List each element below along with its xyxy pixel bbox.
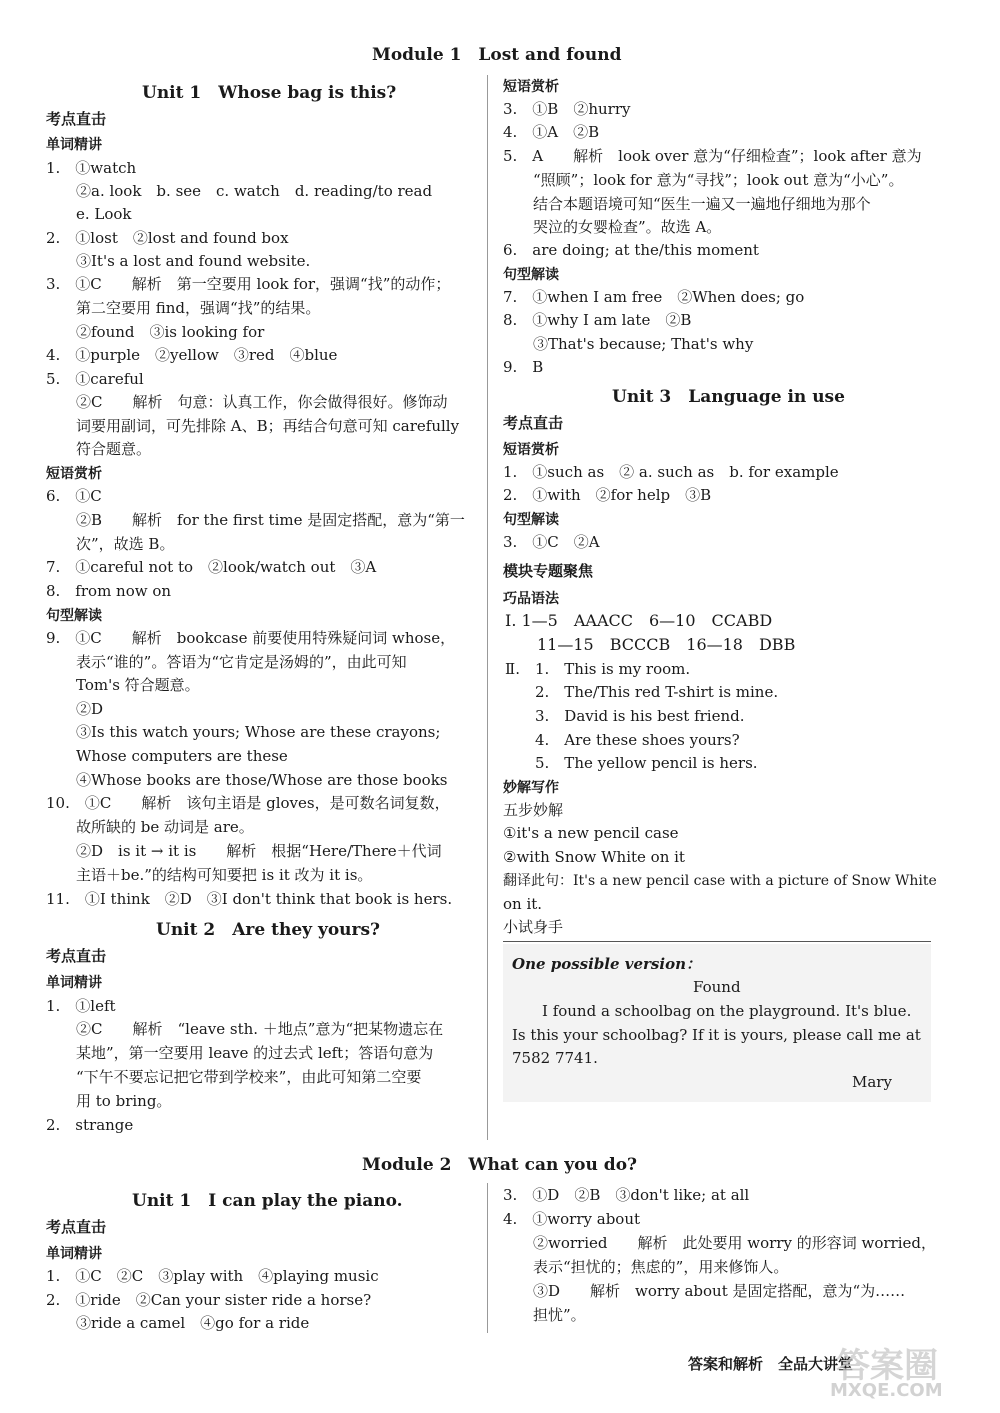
- answer-line: 3. ①C 解析 第一空要用 look for，强调“找”的动作；: [46, 275, 451, 293]
- section-miaojie: 妙解写作: [503, 780, 559, 796]
- section-wubu: 五步妙解: [503, 801, 564, 819]
- sample-line: Is this your schoolbag? If it is yours, please call me at: [512, 1026, 921, 1044]
- answer-line: ③That's because; That's why: [503, 335, 754, 353]
- section-juxing: 句型解读: [46, 608, 102, 624]
- column-divider: [487, 75, 488, 1140]
- grammar-line: 11—15 BCCCB 16—18 DBB: [505, 635, 796, 654]
- watermark-logo: 答案圈: [836, 1346, 938, 1386]
- sample-line: I found a schoolbag on the playground. It's blue.: [512, 1002, 912, 1020]
- grammar-line: 4. Are these shoes yours?: [505, 731, 740, 749]
- sample-line: 7582 7741.: [512, 1049, 598, 1067]
- unit3-title: Unit 3 Language in use: [612, 387, 845, 407]
- answer-line: 用 to bring。: [46, 1092, 172, 1110]
- section-kaodian: 考点直击: [46, 110, 107, 128]
- answer-line: ②a. look b. see c. watch d. reading/to read: [46, 182, 433, 200]
- answer-line: 词要用副词，可先排除 A、B；再结合句意可知 carefully: [46, 417, 460, 435]
- answer-line: 次”，故选 B。: [46, 535, 175, 553]
- unit2-title: Unit 2 Are they yours?: [156, 920, 381, 940]
- answer-line: Tom's 符合题意。: [46, 676, 200, 694]
- section-danci: 单词精讲: [46, 975, 102, 991]
- answer-line: 2. ①ride ②Can your sister ride a horse?: [46, 1291, 372, 1309]
- answer-line: 3. ①B ②hurry: [503, 100, 631, 118]
- answer-line: 5. A 解析 look over 意为“仔细检查”；look after 意为: [503, 147, 922, 165]
- answer-line: 1. ①C ②C ③play with ④playing music: [46, 1267, 379, 1285]
- answer-line: ④Whose books are those/Whose are those books: [46, 771, 448, 789]
- section-duanyu: 短语赏析: [503, 442, 559, 458]
- sample-divider: [503, 941, 931, 942]
- answer-line: 6. ①C: [46, 487, 102, 505]
- answer-line: 担忧”。: [503, 1306, 586, 1324]
- writing-line: on it.: [503, 895, 543, 913]
- unit1-title: Unit 1 Whose bag is this?: [142, 83, 397, 103]
- answer-line: ②found ③is looking for: [46, 323, 265, 341]
- answer-line: 8. ①why I am late ②B: [503, 311, 692, 329]
- answer-line: 6. are doing; at the/this moment: [503, 241, 759, 259]
- answer-line: ③D 解析 worry about 是固定搭配，意为“为……: [503, 1282, 906, 1300]
- answer-line: 2. ①with ②for help ③B: [503, 486, 712, 504]
- sample-signature: Mary: [852, 1073, 892, 1091]
- answer-line: ②D: [46, 700, 104, 718]
- section-duanyu: 短语赏析: [46, 466, 102, 482]
- answer-line: 表示“谁的”。答语为“它肯定是汤姆的”，由此可知: [46, 653, 407, 671]
- grammar-line: 5. The yellow pencil is hers.: [505, 754, 758, 772]
- section-xiaoshi: 小试身手: [503, 918, 564, 936]
- answer-line: 表示“担忧的；焦虑的”，用来修饰人。: [503, 1258, 789, 1276]
- answer-line: 2. ①lost ②lost and found box: [46, 229, 289, 247]
- answer-line: 第二空要用 find，强调“找”的结果。: [46, 299, 321, 317]
- answer-line: 4. ①purple ②yellow ③red ④blue: [46, 346, 338, 364]
- answer-line: “照顾”；look for 意为“寻找”；look out 意为“小心”。: [503, 171, 904, 189]
- writing-line: ①it's a new pencil case: [503, 824, 679, 842]
- answer-line: ③It's a lost and found website.: [46, 252, 311, 270]
- answer-line: 9. B: [503, 358, 544, 376]
- answer-line: 1. ①watch: [46, 159, 137, 177]
- answer-line: “下午不要忘记把它带到学校来”，由此可知第二空要: [46, 1068, 422, 1086]
- answer-line: 主语＋be.”的结构可知要把 is it 改为 it is。: [46, 866, 373, 884]
- answer-line: 10. ①C 解析 该句主语是 gloves，是可数名词复数，: [46, 794, 450, 812]
- grammar-line: Ⅰ. 1—5 AAACC 6—10 CCABD: [505, 611, 773, 630]
- answer-line: Whose computers are these: [46, 747, 288, 765]
- answer-line: 11. ①I think ②D ③I don't think that book is hers.: [46, 890, 453, 908]
- answer-line: 8. from now on: [46, 582, 172, 600]
- answer-line: 结合本题语境可知“医生一遍又一遍地仔细地为那个: [503, 195, 871, 213]
- answer-line: ③Is this watch yours; Whose are these crayons;: [46, 723, 441, 741]
- grammar-line: Ⅱ. 1. This is my room.: [505, 660, 691, 678]
- answer-line: 某地”，第一空要用 leave 的过去式 left；答语句意为: [46, 1044, 434, 1062]
- section-kaodian: 考点直击: [46, 947, 107, 965]
- section-mokuai: 模块专题聚焦: [503, 562, 594, 580]
- answer-line: ②B 解析 for the first time 是固定搭配，意为“第一: [46, 511, 465, 529]
- answer-line: e. Look: [46, 205, 132, 223]
- answer-line: ②C 解析 句意：认真工作，你会做得很好。修饰动: [46, 393, 448, 411]
- section-juxing: 句型解读: [503, 267, 559, 283]
- writing-line: ②with Snow White on it: [503, 848, 685, 866]
- answer-line: 4. ①worry about: [503, 1210, 641, 1228]
- sample-label: One possible version：: [512, 955, 701, 973]
- answer-line: 故所缺的 be 动词是 are。: [46, 818, 254, 836]
- answer-line: 哭泣的女婴检查”。故选 A。: [503, 218, 722, 236]
- module2-unit1-title: Unit 1 I can play the piano.: [132, 1191, 403, 1211]
- answer-line: ②worried 解析 此处要用 worry 的形容词 worried，: [503, 1234, 936, 1252]
- answer-line: ③ride a camel ④go for a ride: [46, 1314, 310, 1332]
- footer-text: 答案和解析 全品大讲堂: [688, 1355, 854, 1373]
- column-divider: [487, 1183, 488, 1333]
- section-kaodian: 考点直击: [46, 1218, 107, 1236]
- answer-line: 符合题意。: [46, 440, 152, 458]
- answer-line: ②D is it → it is 解析 根据“Here/There＋代词: [46, 842, 442, 860]
- module1-title: Module 1 Lost and found: [372, 45, 622, 65]
- section-danci: 单词精讲: [46, 1246, 102, 1262]
- answer-line: 2. strange: [46, 1116, 134, 1134]
- answer-line: 1. ①such as ② a. such as b. for example: [503, 463, 839, 481]
- answer-line: 3. ①C ②A: [503, 533, 600, 551]
- writing-line: 翻译此句：It's a new pencil case with a picture of Snow White: [503, 873, 937, 889]
- answer-line: ②C 解析 “leave sth. ＋地点”意为“把某物遗忘在: [46, 1020, 444, 1038]
- sample-title: Found: [693, 978, 741, 996]
- section-kaodian: 考点直击: [503, 414, 564, 432]
- answer-line: 9. ①C 解析 bookcase 前要使用特殊疑问词 whose，: [46, 629, 456, 647]
- answer-line: 1. ①left: [46, 997, 116, 1015]
- answer-line: 3. ①D ②B ③don't like; at all: [503, 1186, 750, 1204]
- section-qiaopin: 巧品语法: [503, 591, 559, 607]
- answer-line: 7. ①careful not to ②look/watch out ③A: [46, 558, 377, 576]
- section-danci: 单词精讲: [46, 137, 102, 153]
- answer-line: 5. ①careful: [46, 370, 144, 388]
- module2-title: Module 2 What can you do?: [362, 1155, 637, 1175]
- answer-line: 4. ①A ②B: [503, 123, 600, 141]
- section-juxing: 句型解读: [503, 512, 559, 528]
- watermark-url: MXQE.COM: [830, 1380, 943, 1401]
- answer-line: 7. ①when I am free ②When does; go: [503, 288, 805, 306]
- section-duanyu: 短语赏析: [503, 79, 559, 95]
- grammar-line: 3. David is his best friend.: [505, 707, 745, 725]
- grammar-line: 2. The/This red T-shirt is mine.: [505, 683, 779, 701]
